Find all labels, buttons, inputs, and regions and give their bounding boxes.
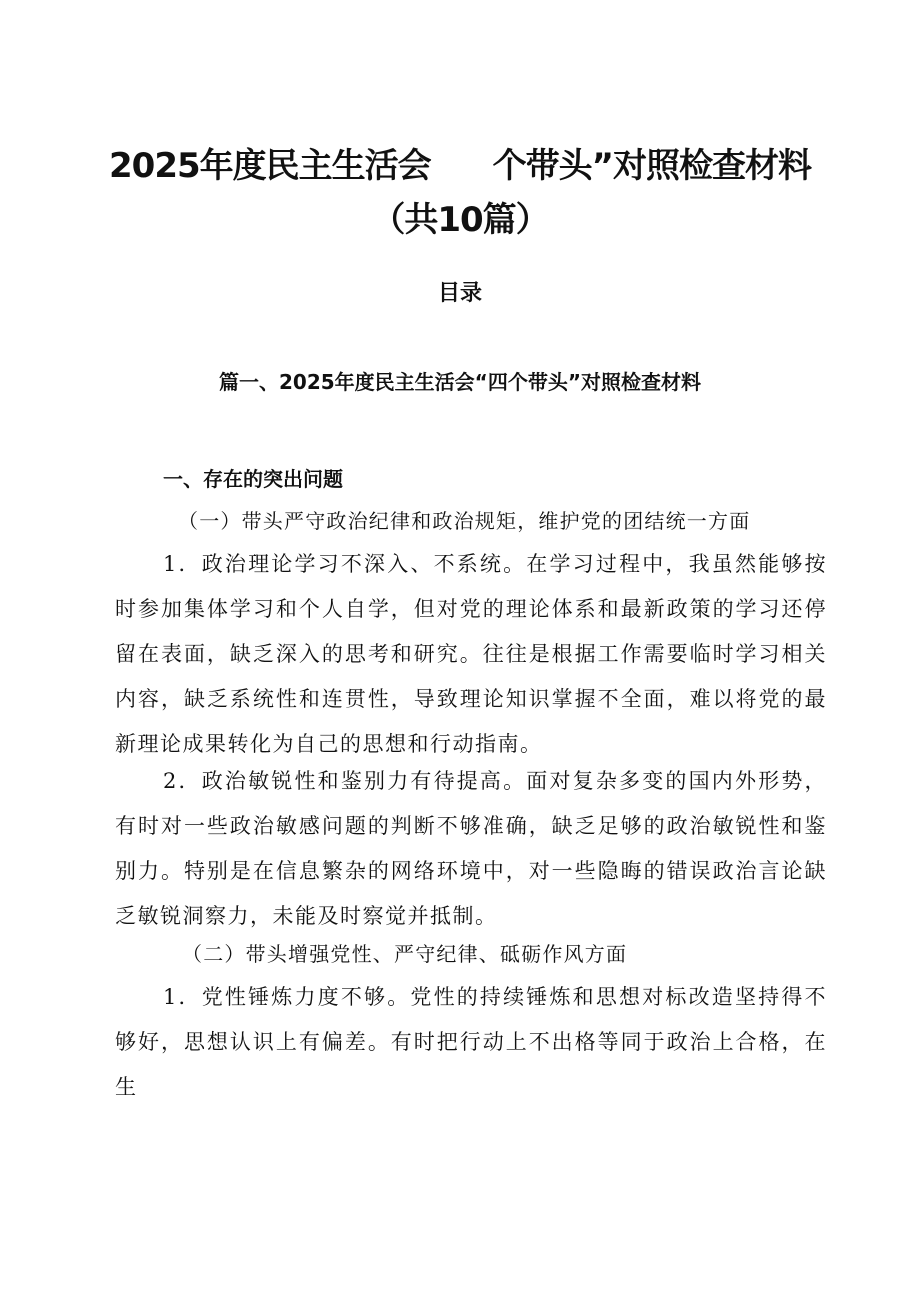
- document-subtitle: （共10篇）: [371, 200, 549, 240]
- toc-heading: 目录: [437, 281, 482, 306]
- paragraph-3: 1．党性锤炼力度不够。党性的持续锤炼和思想对标改造坚持得不够好，思想认识上有偏差。有时把行动上不出格等同于政治上合格，在生: [115, 985, 827, 1099]
- section-heading: 一、存在的突出问题: [163, 467, 343, 491]
- toc-item: 篇一、2025年度民主生活会“四个带头”对照检查材料: [219, 370, 701, 394]
- subsection-heading-2: （二）带头增强党性、严守纪律、砥砺作风方面: [182, 942, 628, 966]
- paragraph-2: 2．政治敏锐性和鉴别力有待提高。面对复杂多变的国内外形势，有时对一些政治敏感问题的判断不够准确，缺乏足够的政治敏锐性和鉴别力。特别是在信息繁杂的网络环境中，对一些隐晦的错误政治言论缺乏敏锐洞察力，未能及时察觉并抵制。: [115, 769, 827, 928]
- document-title: [0, 138, 920, 187]
- title-part2: 个带头”对照检查材料: [492, 146, 811, 186]
- paragraph-1: 1．政治理论学习不深入、不系统。在学习过程中，我虽然能够按时参加集体学习和个人自学，但对党的理论体系和最新政策的学习还停留在表面，缺乏深入的思考和研究。往往是根据工作需要临时学习相关内容，缺乏系统性和连贯性，导致理论知识掌握不全面，难以将党的最新理论成果转化为自己的思想和行动指南。: [115, 552, 827, 756]
- title-part1: 2025年度民主生活会: [109, 146, 431, 186]
- subsection-heading-1: （一）带头严守政治纪律和政治规矩，维护党的团结统一方面: [178, 509, 751, 533]
